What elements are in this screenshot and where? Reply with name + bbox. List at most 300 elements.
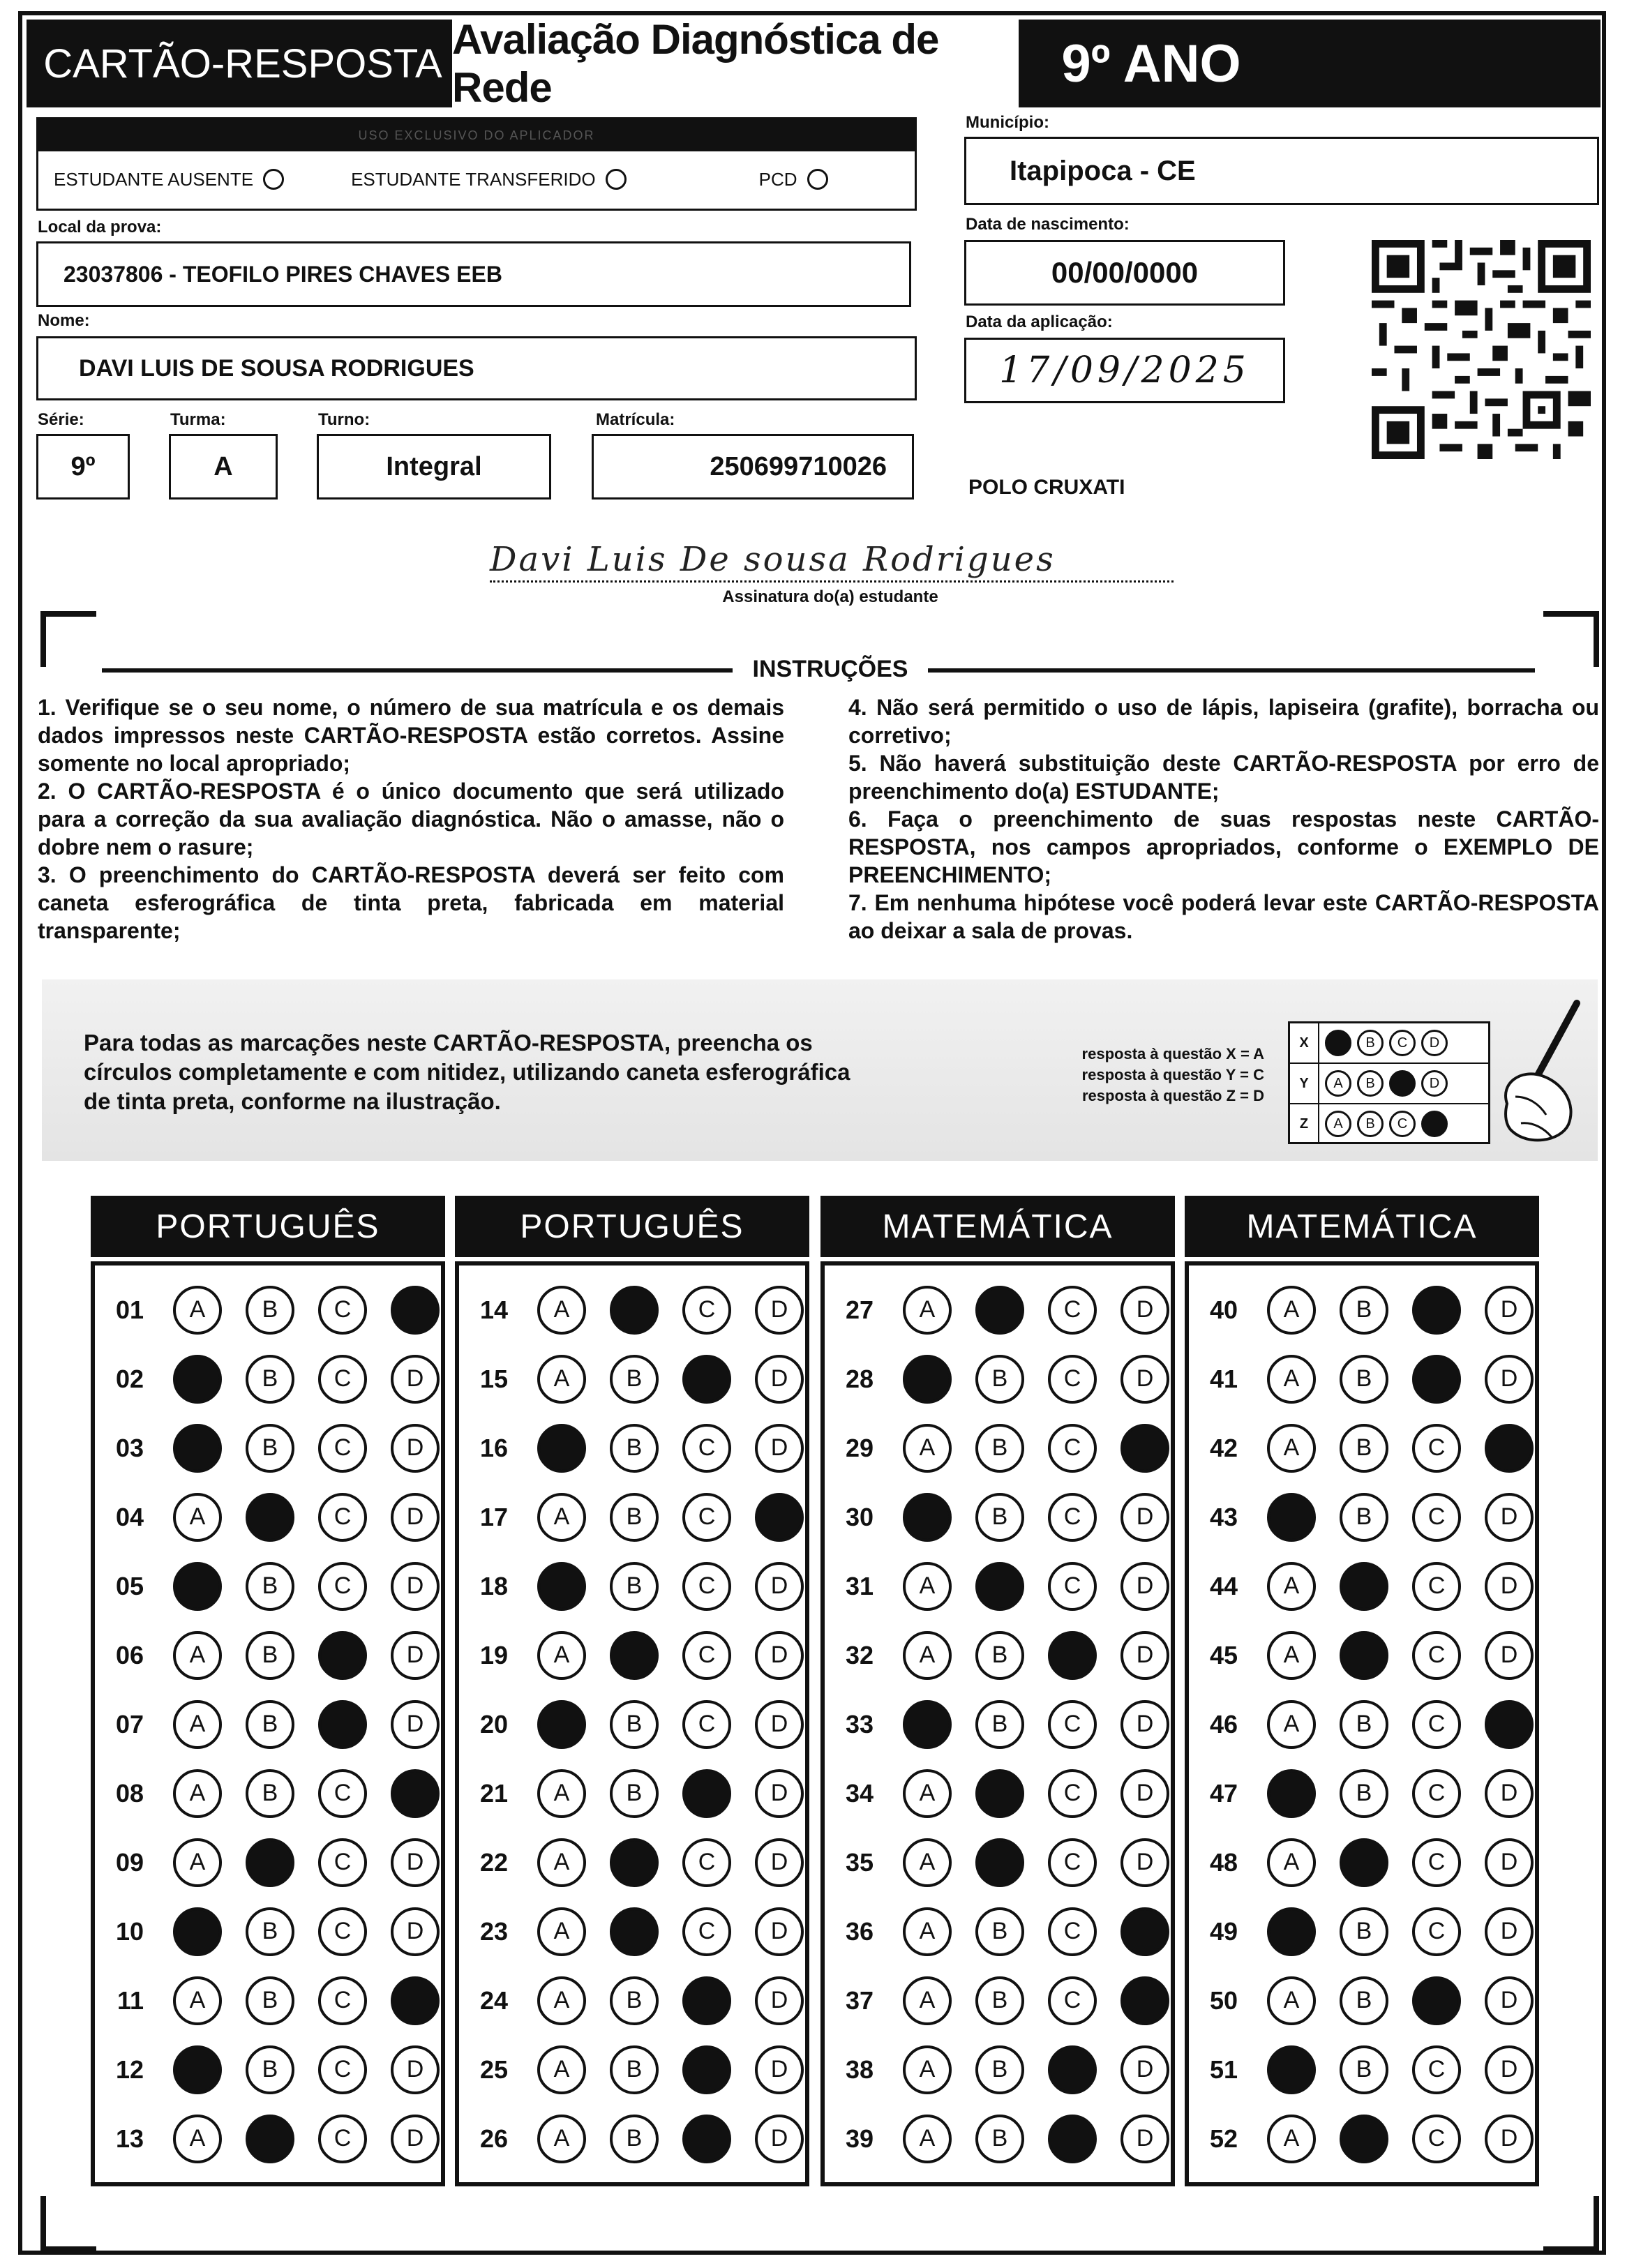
answer-bubble-c[interactable]: C <box>1412 2045 1461 2094</box>
question-row <box>459 1690 805 1759</box>
question-row <box>1189 1552 1535 1621</box>
answer-bubble-b[interactable]: B <box>610 1493 659 1542</box>
answer-bubble-d[interactable]: D <box>391 1493 440 1542</box>
answer-bubble-c[interactable] <box>1412 1355 1461 1404</box>
matricula-field: 250699710026 <box>592 434 914 500</box>
answer-bubble-d[interactable]: D <box>1120 1562 1169 1611</box>
question-number: 45 <box>1209 1640 1238 1669</box>
answer-bubble-a[interactable] <box>173 1424 222 1473</box>
question-row <box>459 1897 805 1966</box>
answer-bubble-d[interactable]: D <box>1485 1493 1534 1542</box>
answer-bubble-b[interactable] <box>1340 1838 1388 1887</box>
answer-bubble-a[interactable] <box>173 1562 222 1611</box>
answer-bubble-d[interactable]: D <box>1120 1286 1169 1335</box>
answer-bubble-d[interactable]: D <box>1485 1907 1534 1956</box>
question-row <box>1189 1413 1535 1482</box>
answer-bubble-b[interactable]: B <box>610 1976 659 2025</box>
question-row <box>1189 1759 1535 1828</box>
answer-bubble-c[interactable]: C <box>1412 1493 1461 1542</box>
answer-bubble-c[interactable]: C <box>1048 1700 1097 1749</box>
answer-bubble-d[interactable]: D <box>1485 1562 1534 1611</box>
answer-bubble-c[interactable] <box>1412 1976 1461 2025</box>
answer-bubble-c[interactable]: C <box>1048 1493 1097 1542</box>
example-legend <box>1013 1044 1264 1106</box>
answer-bubble-d[interactable] <box>391 1976 440 2025</box>
answer-bubble-c[interactable]: C <box>682 1838 731 1887</box>
answer-bubble-d[interactable]: D <box>1485 1838 1534 1887</box>
answer-bubble-d[interactable]: D <box>1120 1700 1169 1749</box>
answer-bubble-a[interactable]: A <box>1267 1700 1316 1749</box>
name-field: DAVI LUIS DE SOUSA RODRIGUES <box>36 336 917 400</box>
answer-bubble-d[interactable]: D <box>1120 1769 1169 1818</box>
answer-bubble-d[interactable]: D <box>1120 2045 1169 2094</box>
answer-bubble-b[interactable] <box>975 1562 1024 1611</box>
answer-bubble-d[interactable]: D <box>391 1562 440 1611</box>
question-row <box>825 1344 1171 1413</box>
question-row <box>95 1552 441 1621</box>
answer-bubble-b[interactable]: B <box>246 1907 294 1956</box>
divider <box>928 668 1535 673</box>
answer-bubble-c[interactable]: C <box>1048 1286 1097 1335</box>
answer-bubble-b[interactable] <box>246 1493 294 1542</box>
answer-bubble-b[interactable]: B <box>610 1769 659 1818</box>
answer-bubble-a[interactable]: A <box>173 1631 222 1680</box>
turno-label: Turno: <box>318 410 370 429</box>
question-number: 02 <box>115 1364 144 1393</box>
answer-bubble-c[interactable] <box>1048 2115 1097 2163</box>
question-number: 01 <box>115 1295 144 1324</box>
question-number: 35 <box>845 1847 874 1877</box>
answer-bubble-c[interactable]: C <box>318 1424 367 1473</box>
answer-bubble-d[interactable] <box>1485 1700 1534 1749</box>
answer-bubble-a[interactable] <box>903 1700 952 1749</box>
answer-bubble-a[interactable]: A <box>537 1286 586 1335</box>
answer-bubble-b[interactable]: B <box>1340 1493 1388 1542</box>
answer-bubble-c[interactable]: C <box>1412 1769 1461 1818</box>
answer-bubble-d[interactable]: D <box>1485 1355 1534 1404</box>
answer-bubble-b[interactable]: B <box>610 1355 659 1404</box>
answer-bubble-b[interactable]: B <box>610 2115 659 2163</box>
question-number: 48 <box>1209 1847 1238 1877</box>
answer-bubble-a[interactable]: A <box>1267 1286 1316 1335</box>
answer-bubble-a[interactable]: A <box>903 1631 952 1680</box>
answer-bubble-b[interactable]: B <box>246 1286 294 1335</box>
question-number: 03 <box>115 1433 144 1462</box>
question-number: 18 <box>479 1571 508 1600</box>
answer-bubble-c[interactable] <box>682 2045 731 2094</box>
answer-bubble-d[interactable] <box>1485 1424 1534 1473</box>
answer-bubble-d[interactable] <box>1120 1424 1169 1473</box>
answer-bubble-b[interactable]: B <box>610 2045 659 2094</box>
answer-bubble-b[interactable] <box>610 1838 659 1887</box>
answer-bubble-a[interactable]: A <box>1267 1562 1316 1611</box>
answer-bubble-b[interactable]: B <box>1340 2045 1388 2094</box>
answer-bubble-c[interactable]: C <box>682 1286 731 1335</box>
question-number: 12 <box>115 2055 144 2084</box>
answer-bubble-a[interactable]: A <box>173 1769 222 1818</box>
question-row <box>459 1966 805 2035</box>
answer-bubble-b[interactable] <box>610 1631 659 1680</box>
question-number: 34 <box>845 1778 874 1808</box>
example-bubble-c <box>1389 1070 1416 1097</box>
answer-bubble-d[interactable]: D <box>391 1838 440 1887</box>
example-bubble-b: B <box>1357 1030 1384 1056</box>
answer-bubble-d[interactable]: D <box>1485 1769 1534 1818</box>
answer-bubble-d[interactable]: D <box>391 2115 440 2163</box>
answer-bubble-d[interactable]: D <box>755 2045 804 2094</box>
question-number: 51 <box>1209 2055 1238 2084</box>
question-row <box>459 1759 805 1828</box>
answer-bubble-c[interactable]: C <box>682 1493 731 1542</box>
answer-bubble-a[interactable] <box>903 1355 952 1404</box>
answer-bubble-b[interactable]: B <box>1340 1700 1388 1749</box>
answer-bubble-a[interactable]: A <box>1267 1355 1316 1404</box>
answer-bubble-a[interactable] <box>173 2045 222 2094</box>
answer-bubble-a[interactable] <box>903 1493 952 1542</box>
answer-bubble-b[interactable] <box>975 1286 1024 1335</box>
question-number: 50 <box>1209 1985 1238 2015</box>
answer-bubble-d[interactable]: D <box>391 2045 440 2094</box>
answer-bubble-c[interactable] <box>682 1976 731 2025</box>
answer-section <box>820 1261 1175 2186</box>
instructions-left <box>38 693 784 945</box>
answer-bubble-a[interactable]: A <box>537 1631 586 1680</box>
answer-bubble-b[interactable] <box>1340 2115 1388 2163</box>
answer-bubble-a[interactable]: A <box>537 1838 586 1887</box>
answer-bubble-d[interactable]: D <box>1485 1976 1534 2025</box>
answer-bubble-c[interactable]: C <box>1412 2115 1461 2163</box>
answer-bubble-a[interactable] <box>537 1700 586 1749</box>
answer-bubble-d[interactable]: D <box>1120 1493 1169 1542</box>
answer-bubble-d[interactable]: D <box>755 1286 804 1335</box>
question-row <box>459 1828 805 1897</box>
question-row <box>459 1482 805 1552</box>
answer-bubble-d[interactable]: D <box>391 1907 440 1956</box>
answer-bubble-a[interactable] <box>173 1907 222 1956</box>
answer-bubble-c[interactable]: C <box>318 1769 367 1818</box>
answer-bubble-a[interactable]: A <box>537 2045 586 2094</box>
answer-bubble-b[interactable] <box>975 1769 1024 1818</box>
answer-bubble-b[interactable]: B <box>1340 1976 1388 2025</box>
answer-bubble-c[interactable] <box>1048 1631 1097 1680</box>
answer-bubble-a[interactable]: A <box>173 1493 222 1542</box>
answer-bubble-a[interactable]: A <box>903 1769 952 1818</box>
answer-bubble-a[interactable] <box>1267 1769 1316 1818</box>
polo-label: POLO CRUXATI <box>968 476 1125 499</box>
answer-bubble-c[interactable]: C <box>1048 1424 1097 1473</box>
answer-bubble-c[interactable]: C <box>1048 1355 1097 1404</box>
answer-bubble-a[interactable] <box>1267 2045 1316 2094</box>
answer-bubble-c[interactable]: C <box>318 1976 367 2025</box>
answer-bubble-a[interactable]: A <box>1267 2115 1316 2163</box>
answer-bubble-a[interactable]: A <box>903 2115 952 2163</box>
answer-bubble-d[interactable]: D <box>391 1424 440 1473</box>
answer-bubble-c[interactable]: C <box>1048 1769 1097 1818</box>
answer-bubble-b[interactable]: B <box>1340 1286 1388 1335</box>
answer-bubble-d[interactable]: D <box>755 1562 804 1611</box>
answer-section <box>1185 1261 1539 2186</box>
turma-label: Turma: <box>170 410 226 429</box>
answer-bubble-d[interactable]: D <box>1485 1286 1534 1335</box>
question-row <box>825 2104 1171 2173</box>
answer-bubble-a[interactable]: A <box>903 1976 952 2025</box>
answer-bubble-b[interactable] <box>1340 1562 1388 1611</box>
serie-field: 9º <box>36 434 130 500</box>
answer-bubble-a[interactable]: A <box>537 2115 586 2163</box>
example-bubble-b: B <box>1357 1111 1384 1137</box>
answer-bubble-d[interactable] <box>391 1769 440 1818</box>
question-row <box>459 2104 805 2173</box>
answer-bubble-c[interactable]: C <box>318 1562 367 1611</box>
question-row <box>825 1759 1171 1828</box>
answer-bubble-a[interactable] <box>173 1355 222 1404</box>
answer-bubble-c[interactable]: C <box>1412 1700 1461 1749</box>
answer-bubble-d[interactable]: D <box>755 1700 804 1749</box>
example-row-label: X <box>1290 1023 1319 1062</box>
answer-bubble-a[interactable]: A <box>1267 1424 1316 1473</box>
answer-bubble-c[interactable]: C <box>318 1286 367 1335</box>
answer-bubble-d[interactable]: D <box>755 1631 804 1680</box>
question-row <box>459 2035 805 2104</box>
question-number: 42 <box>1209 1433 1238 1462</box>
answer-bubble-d[interactable]: D <box>755 1976 804 2025</box>
question-number: 40 <box>1209 1295 1238 1324</box>
answer-bubble-d[interactable]: D <box>1485 2045 1534 2094</box>
question-row <box>825 1275 1171 1344</box>
answer-bubble-b[interactable]: B <box>610 1562 659 1611</box>
answer-bubble-c[interactable]: C <box>1412 1838 1461 1887</box>
answer-bubble-c[interactable] <box>682 1769 731 1818</box>
question-number: 16 <box>479 1433 508 1462</box>
answer-bubble-c[interactable]: C <box>1412 1562 1461 1611</box>
answer-bubble-c[interactable]: C <box>318 1907 367 1956</box>
answer-bubble-b[interactable] <box>610 1286 659 1335</box>
answer-bubble-c[interactable]: C <box>682 1562 731 1611</box>
question-number: 27 <box>845 1295 874 1324</box>
question-number: 30 <box>845 1502 874 1531</box>
answer-bubble-c[interactable] <box>1412 1286 1461 1335</box>
answer-bubble-c[interactable]: C <box>1048 1976 1097 2025</box>
answer-bubble-b[interactable]: B <box>246 1424 294 1473</box>
answer-bubble-a[interactable] <box>1267 1493 1316 1542</box>
absent-checkbox[interactable] <box>263 169 284 190</box>
question-number: 25 <box>479 2055 508 2084</box>
answer-bubble-b[interactable]: B <box>975 1907 1024 1956</box>
answer-bubble-c[interactable] <box>318 1700 367 1749</box>
legend-line: resposta à questão Y = C <box>1081 1066 1264 1083</box>
answer-bubble-b[interactable]: B <box>246 1976 294 2025</box>
question-row <box>1189 2035 1535 2104</box>
answer-bubble-b[interactable]: B <box>1340 1355 1388 1404</box>
question-number: 21 <box>479 1778 508 1808</box>
answer-bubble-b[interactable] <box>975 1838 1024 1887</box>
answer-bubble-b[interactable]: B <box>975 1493 1024 1542</box>
question-row <box>95 1413 441 1482</box>
signature-label: Assinatura do(a) estudante <box>722 587 938 606</box>
example-text: Para todas as marcações neste CARTÃO-RESPOSTA, preencha os círculos completamente e com nitidez, utilizando caneta esferográfica de tinta preta, conforme na ilustração. <box>84 1030 850 1114</box>
matricula-label: Matrícula: <box>596 410 675 429</box>
answer-bubble-b[interactable]: B <box>246 1769 294 1818</box>
corner-mark <box>40 2196 96 2252</box>
answer-bubble-a[interactable] <box>1267 1907 1316 1956</box>
answer-section <box>455 1261 809 2186</box>
answer-bubble-a[interactable]: A <box>537 1976 586 2025</box>
answer-bubble-b[interactable]: B <box>975 1355 1024 1404</box>
answer-bubble-d[interactable]: D <box>391 1631 440 1680</box>
application-label: Data da aplicação: <box>966 313 1113 331</box>
answer-bubble-c[interactable]: C <box>1412 1424 1461 1473</box>
answer-bubble-d[interactable]: D <box>1485 1631 1534 1680</box>
answer-bubble-a[interactable]: A <box>903 1286 952 1335</box>
answer-bubble-b[interactable]: B <box>975 1631 1024 1680</box>
answer-bubble-b[interactable] <box>610 1907 659 1956</box>
question-number: 38 <box>845 2055 874 2084</box>
answer-bubble-b[interactable]: B <box>1340 1769 1388 1818</box>
example-row <box>1290 1104 1488 1143</box>
question-number: 29 <box>845 1433 874 1462</box>
answer-bubble-d[interactable]: D <box>391 1355 440 1404</box>
answer-bubble-b[interactable]: B <box>1340 1907 1388 1956</box>
answer-bubble-d[interactable]: D <box>755 1424 804 1473</box>
question-number: 24 <box>479 1985 508 2015</box>
location-field: 23037806 - TEOFILO PIRES CHAVES EEB <box>36 241 911 307</box>
answer-bubble-a[interactable]: A <box>903 1562 952 1611</box>
answer-bubble-d[interactable]: D <box>755 1907 804 1956</box>
answer-bubble-d[interactable]: D <box>391 1700 440 1749</box>
answer-bubble-d[interactable] <box>755 1493 804 1542</box>
answer-bubble-a[interactable] <box>537 1562 586 1611</box>
answer-bubble-c[interactable] <box>682 1355 731 1404</box>
answer-bubble-b[interactable]: B <box>1340 1424 1388 1473</box>
answer-bubble-a[interactable]: A <box>537 1355 586 1404</box>
answer-bubble-a[interactable]: A <box>537 1769 586 1818</box>
answer-bubble-b[interactable]: B <box>610 1424 659 1473</box>
answer-bubble-c[interactable]: C <box>318 2115 367 2163</box>
answer-bubble-d[interactable]: D <box>755 2115 804 2163</box>
answer-bubble-a[interactable]: A <box>903 1424 952 1473</box>
answer-bubble-c[interactable]: C <box>682 1631 731 1680</box>
answer-bubble-c[interactable]: C <box>1048 1838 1097 1887</box>
corner-mark <box>40 611 96 667</box>
answer-bubble-b[interactable]: B <box>246 1562 294 1611</box>
answer-bubble-b[interactable] <box>1340 1631 1388 1680</box>
answer-bubble-b[interactable]: B <box>610 1700 659 1749</box>
answer-bubble-c[interactable]: C <box>682 1907 731 1956</box>
answer-bubble-a[interactable]: A <box>903 1838 952 1887</box>
question-row <box>95 1690 441 1759</box>
answer-bubble-a[interactable]: A <box>903 2045 952 2094</box>
answer-bubble-c[interactable]: C <box>318 1355 367 1404</box>
question-number: 47 <box>1209 1778 1238 1808</box>
corner-mark <box>1543 2196 1599 2252</box>
answer-bubble-d[interactable]: D <box>1485 2115 1534 2163</box>
answer-bubble-a[interactable]: A <box>173 1976 222 2025</box>
answer-bubble-b[interactable]: B <box>975 1700 1024 1749</box>
question-row <box>1189 1828 1535 1897</box>
answer-bubble-d[interactable]: D <box>1120 1631 1169 1680</box>
answer-bubble-b[interactable]: B <box>975 1424 1024 1473</box>
answer-bubble-b[interactable] <box>246 2115 294 2163</box>
transferred-checkbox[interactable] <box>606 169 627 190</box>
answer-bubble-a[interactable]: A <box>537 1493 586 1542</box>
question-row <box>825 1966 1171 2035</box>
answer-bubble-a[interactable]: A <box>537 1907 586 1956</box>
answer-bubble-d[interactable]: D <box>755 1769 804 1818</box>
answer-bubble-d[interactable] <box>1120 1976 1169 2025</box>
question-row <box>95 1275 441 1344</box>
answer-bubble-d[interactable]: D <box>755 1355 804 1404</box>
answer-bubble-c[interactable]: C <box>318 1838 367 1887</box>
answer-bubble-a[interactable]: A <box>1267 1976 1316 2025</box>
answer-bubble-d[interactable] <box>1120 1907 1169 1956</box>
answer-bubble-b[interactable]: B <box>975 1976 1024 2025</box>
pcd-checkbox[interactable] <box>807 169 828 190</box>
answer-bubble-a[interactable]: A <box>173 2115 222 2163</box>
answer-bubble-d[interactable]: D <box>1120 2115 1169 2163</box>
question-number: 33 <box>845 1709 874 1738</box>
answer-bubble-a[interactable]: A <box>1267 1631 1316 1680</box>
answer-bubble-d[interactable]: D <box>1120 1355 1169 1404</box>
answer-bubble-b[interactable] <box>246 1838 294 1887</box>
answer-bubble-c[interactable]: C <box>682 1424 731 1473</box>
question-row <box>1189 1897 1535 1966</box>
answer-bubble-a[interactable]: A <box>173 1286 222 1335</box>
question-number: 07 <box>115 1709 144 1738</box>
answer-bubble-b[interactable]: B <box>975 2045 1024 2094</box>
question-row <box>1189 2104 1535 2173</box>
answer-bubble-c[interactable] <box>1048 2045 1097 2094</box>
question-number: 52 <box>1209 2124 1238 2153</box>
answer-bubble-a[interactable]: A <box>903 1907 952 1956</box>
answer-bubble-a[interactable]: A <box>173 1700 222 1749</box>
applicator-box <box>36 117 917 211</box>
answer-bubble-d[interactable]: D <box>755 1838 804 1887</box>
answer-bubble-c[interactable]: C <box>318 1493 367 1542</box>
answer-bubble-c[interactable] <box>318 1631 367 1680</box>
question-row <box>825 1482 1171 1552</box>
answer-bubble-b[interactable]: B <box>246 2045 294 2094</box>
qr-code-image <box>1372 240 1591 459</box>
answer-bubble-c[interactable] <box>682 2115 731 2163</box>
answer-bubble-c[interactable]: C <box>1048 1562 1097 1611</box>
section-header: PORTUGUÊS <box>91 1196 445 1257</box>
question-number: 22 <box>479 1847 508 1877</box>
answer-bubble-b[interactable]: B <box>246 1631 294 1680</box>
answer-bubble-b[interactable]: B <box>246 1700 294 1749</box>
question-number: 46 <box>1209 1709 1238 1738</box>
example-bubble-d <box>1421 1111 1448 1137</box>
question-number: 14 <box>479 1295 508 1324</box>
answer-bubble-c[interactable]: C <box>1412 1907 1461 1956</box>
exam-name: Avaliação Diagnóstica de Rede <box>452 20 1019 107</box>
answer-bubble-d[interactable] <box>391 1286 440 1335</box>
answer-bubble-b[interactable]: B <box>246 1355 294 1404</box>
instruction-item: 1. Verifique se o seu nome, o número de sua matrícula e os demais dados impressos neste CARTÃO-RESPOSTA estão corretos. Assine somente no local apropriado; <box>38 695 784 776</box>
answer-bubble-c[interactable]: C <box>1412 1631 1461 1680</box>
answer-bubble-c[interactable]: C <box>1048 1907 1097 1956</box>
answer-bubble-c[interactable]: C <box>682 1700 731 1749</box>
answer-bubble-a[interactable]: A <box>173 1838 222 1887</box>
answer-bubble-c[interactable]: C <box>318 2045 367 2094</box>
answer-bubble-a[interactable] <box>537 1424 586 1473</box>
answer-bubble-d[interactable]: D <box>1120 1838 1169 1887</box>
card-title: CARTÃO-RESPOSTA <box>33 20 452 107</box>
answer-bubble-a[interactable]: A <box>1267 1838 1316 1887</box>
example-bubble-d: D <box>1421 1070 1448 1097</box>
answer-bubble-b[interactable]: B <box>975 2115 1024 2163</box>
question-number: 04 <box>115 1502 144 1531</box>
serie-label: Série: <box>38 410 84 429</box>
